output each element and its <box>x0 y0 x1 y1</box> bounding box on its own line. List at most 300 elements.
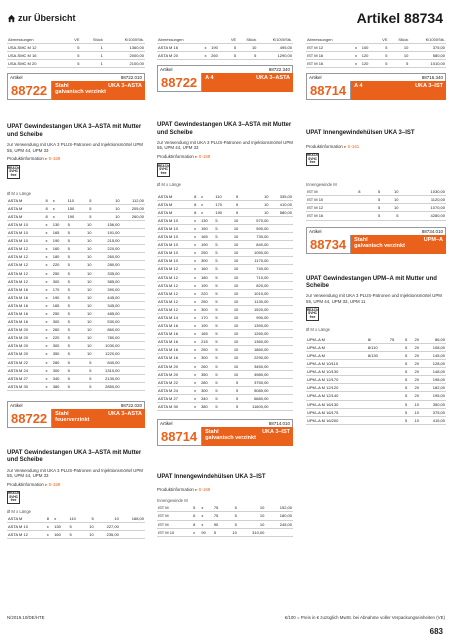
cell-t6-2-0: UPM–A M <box>307 353 326 359</box>
cell-top_tables-c1-1-0: USA-SMC M 16 <box>8 53 37 59</box>
cell-t2-19-1: x <box>194 347 197 353</box>
cell-t4-2-0: ASTA M 12 <box>8 532 28 538</box>
table-row <box>7 374 145 382</box>
cell-t5-2-1: 8 <box>193 521 196 527</box>
cell-t1-0-0: ASTA M <box>8 197 23 203</box>
table-row <box>7 358 145 366</box>
cell-t1-20-5: 840,00 <box>107 359 120 365</box>
cell-top_tables-c3-0-2: 100 <box>361 45 369 51</box>
cell-t2-1-1: 8 <box>194 201 197 207</box>
cell-t1-12-2: 190 <box>52 294 60 300</box>
back-link[interactable] <box>7 13 76 23</box>
cell-t1-18-0: ASTA M 20 <box>8 343 28 349</box>
cell-t1-14-0: ASTA M 16 <box>8 310 28 316</box>
cell-t1-7-5: 260,00 <box>107 254 120 260</box>
cell-top_tables-c2-1-4: 5 <box>254 53 257 59</box>
cell-t1-9-0: ASTA M 12 <box>8 270 28 276</box>
cell-t2-23-5: 3750,00 <box>254 379 269 385</box>
cell-t2-11-1: x <box>194 282 197 288</box>
cell-t2-7-2: 250 <box>201 250 208 256</box>
cell-t2-25-3: 5 <box>215 395 218 401</box>
product-info[interactable]: Produktinformation ▸ S-159 <box>7 156 61 162</box>
cell-t2-25-4: 5 <box>236 395 239 401</box>
cell-t6-6-4: 20 <box>414 385 419 391</box>
table-row <box>7 253 145 261</box>
table-row <box>157 216 293 224</box>
cell-top_tables-c3-1-4: 10 <box>403 53 409 59</box>
cell-t1-19-1: x <box>45 351 48 357</box>
cell-t1-3-2: 130 <box>52 221 60 227</box>
cell-t1-10-4: 10 <box>87 278 92 284</box>
cell-t2-14-1: x <box>194 306 197 312</box>
cell-t2-26-2: 380 <box>201 404 208 409</box>
product-text: zur Verwendung mit UKA 3 PLUS-Patronen und Injektionsmörtel UPM 55, UPM 44, UPM 33 <box>7 141 143 153</box>
cell-t1-17-5: 780,00 <box>107 335 120 341</box>
cell-t5-3-3: 5 <box>213 529 217 535</box>
table-row <box>306 416 446 424</box>
cell-t6-8-0: UPM–A M 16/130 <box>307 401 339 407</box>
cell-t6-0-3: 5 <box>405 336 408 342</box>
cell-t1-4-0: ASTA M 10 <box>8 230 28 236</box>
cell-t2-14-5: 1520,00 <box>254 306 269 312</box>
cell-t6-10-3: 5 <box>405 417 408 423</box>
cell-top_tables-c2-1-1: x <box>204 53 207 59</box>
cell-t2-22-0: ASTA M 20 <box>158 371 178 377</box>
cell-t1-8-2: 220 <box>52 262 60 268</box>
table-row <box>7 60 145 68</box>
cell-t2-5-4: 10 <box>233 234 239 240</box>
cell-t3-1-0: IST M 10 <box>307 197 324 203</box>
cell-t1-1-6: 205,00 <box>131 205 144 211</box>
cell-t2-17-3: 5 <box>215 331 218 337</box>
cell-t1-3-3: 5 <box>67 221 70 227</box>
cell-t2-4-2: 150 <box>201 225 208 231</box>
cell-t2-2-3: 190 <box>215 209 223 215</box>
table-row <box>7 342 145 350</box>
table-row <box>157 281 293 289</box>
reach-badge: REACh SVHC free <box>8 491 19 503</box>
table-row <box>306 44 446 52</box>
cell-t2-5-2: 165 <box>201 234 208 240</box>
table-row <box>306 212 446 220</box>
cell-t2-6-2: 190 <box>201 242 208 248</box>
product-info[interactable]: Produktinformation ▸ S-161 <box>306 143 360 149</box>
cell-t1-2-1: 8 <box>45 213 48 219</box>
cell-top_tables-c2-0-1: x <box>204 45 207 51</box>
cell-t3-2-3: 10 <box>393 205 399 211</box>
cell-t1-10-5: 385,00 <box>107 278 120 284</box>
cell-t2-0-4: 5 <box>236 193 239 199</box>
column-1 <box>7 36 145 539</box>
cell-t1-0-1: 8 <box>45 197 48 203</box>
article-number: 88714 <box>157 427 202 446</box>
cell-t2-6-4: 10 <box>233 242 239 248</box>
cell-t6-8-2 <box>389 400 401 408</box>
cell-t6-10-1 <box>367 416 389 424</box>
cell-t2-8-4: 10 <box>233 258 239 264</box>
table-row <box>157 346 293 354</box>
cell-t6-6-0: UPM–A M 12/120 <box>307 385 339 391</box>
top-table-2: Abmessungen VE Stück €/1000Stk. ASTA M 16 x 190 5 10 495,00 ASTA M 20 x 260 5 5 1290,00 <box>158 37 292 59</box>
cell-top_tables-c3-0-4: 10 <box>403 45 409 51</box>
cell-t2-11-2: 190 <box>201 282 208 288</box>
cell-t6-2-3: 5 <box>405 353 408 359</box>
cell-top_tables-c3-1-2: 120 <box>361 53 369 59</box>
cell-t1-21-0: ASTA M 24 <box>8 367 28 373</box>
cell-t5-0-6: 152,00 <box>279 505 292 511</box>
cell-top_tables-c3-2-4: 5 <box>406 61 409 67</box>
cell-t5-3-4: 10 <box>232 529 237 535</box>
cell-t1-12-5: 445,00 <box>107 294 120 300</box>
cell-t1-16-2: 260 <box>52 327 60 333</box>
cell-t6-1-2 <box>389 343 401 351</box>
cell-t2-4-4: 10 <box>233 225 239 231</box>
cell-t1-1-2: x <box>52 205 55 211</box>
cell-t3-1-3: 10 <box>393 197 399 203</box>
cell-t1-5-0: ASTA M 10 <box>8 238 28 244</box>
cell-t2-22-4: 10 <box>233 371 239 377</box>
cell-t3-2-1 <box>357 204 369 212</box>
cell-t2-25-1: x <box>194 395 197 401</box>
cell-t3-2-0: IST M 12 <box>307 205 324 211</box>
cell-t3-2-4: 1070,00 <box>430 205 445 211</box>
product-text: zur Verwendung mit UKA 3 PLUS-Patronen und Injektionsmörtel UPM 55, UPM 44, UPM 33, UPM 11 <box>306 293 442 304</box>
cell-t2-0-2: x <box>201 193 204 199</box>
data-table <box>157 193 293 412</box>
cell-t2-3-4: 10 <box>233 217 239 223</box>
product-title: UPAT Innengewindehülsen UKA 3–IST <box>157 474 266 481</box>
cell-t1-2-6: 260,00 <box>131 213 144 219</box>
table-row <box>7 293 145 301</box>
cell-t4-1-4: 10 <box>89 524 94 530</box>
cell-t1-23-2: 380 <box>52 383 60 389</box>
cell-top_tables-c3-0-0: IST M 12 <box>307 45 324 51</box>
cell-top_tables-c3-2-0: IST M 16 <box>307 61 324 67</box>
cell-t6-6-2 <box>389 384 401 392</box>
cell-t2-0-0: ASTA M <box>158 193 173 199</box>
cell-t2-8-3: 5 <box>215 258 218 264</box>
cell-t1-22-1: x <box>45 375 48 381</box>
cell-top_tables-c2-0-3: 5 <box>233 45 237 51</box>
cell-t4-2-1: x <box>46 532 49 538</box>
cell-t2-12-2: 220 <box>201 290 208 296</box>
cell-t3-1-1 <box>357 196 369 204</box>
cell-t2-10-2: 180 <box>201 274 208 280</box>
table-row <box>7 220 145 228</box>
measure-label: Ø M x Länge <box>7 509 31 515</box>
cell-t2-15-0: ASTA M 14 <box>158 314 178 320</box>
cell-t1-7-0: ASTA M 12 <box>8 254 28 260</box>
cell-t5-3-0: IST M 10 <box>158 529 175 535</box>
cell-t5-2-6: 245,00 <box>279 521 292 527</box>
cell-t2-5-5: 730,00 <box>256 234 269 240</box>
cell-t5-0-1: 5 <box>193 505 196 511</box>
cell-t1-20-1: x <box>45 359 48 365</box>
cell-t1-20-4: 5 <box>89 359 92 365</box>
cell-t1-0-6: 112,00 <box>132 197 144 203</box>
cell-t1-11-1: x <box>45 286 48 292</box>
cell-t1-10-1: x <box>45 278 48 284</box>
cell-t1-3-4: 10 <box>87 221 92 227</box>
cell-t5-1-5: 10 <box>259 513 265 519</box>
cell-t2-4-5: 590,00 <box>256 225 269 231</box>
data-table <box>7 197 145 391</box>
cell-t2-9-1: x <box>194 266 197 272</box>
footer <box>7 615 445 620</box>
cell-t1-22-2: 340 <box>52 375 60 381</box>
cell-t1-6-2: 160 <box>52 246 60 252</box>
top-table-1: Abmessungen VE Stück €/1000Stk. USA-SMC M 12 5 1 1360,00 USA-SMC M 16 5 1 2000,00 USA-SMC M 20 5 1 2100,00 <box>8 37 144 67</box>
cell-t2-9-0: ASTA M 12 <box>158 266 178 272</box>
cell-t4-1-0: ASTA M 10 <box>8 524 28 530</box>
cell-t2-21-5: 3450,00 <box>254 363 269 369</box>
cell-t1-5-2: 190 <box>52 238 60 244</box>
table-row <box>7 269 145 277</box>
cell-t1-15-2: 300 <box>52 319 60 325</box>
product-title: UPAT Gewindestangen UKA 3–ASTA mit Mutter und Scheibe <box>7 124 142 138</box>
product-text: zur Verwendung mit UKA 3 PLUS-Patronen und Injektionsmörtel UPM 55, UPM 44, UPM 33 <box>157 139 293 151</box>
product-title: UPAT Gewindestangen UKA 3–ASTA mit Mutter und Scheibe <box>157 122 292 136</box>
cell-t5-0-4: 5 <box>234 505 237 511</box>
cell-t2-15-2: 170 <box>201 314 208 320</box>
cell-t2-1-6: 410,00 <box>279 201 292 207</box>
cell-t3-3-1 <box>357 212 369 220</box>
cell-t1-9-3: 5 <box>67 270 70 276</box>
cell-t1-18-3: 5 <box>67 343 70 349</box>
cell-t2-8-5: 1170,00 <box>254 258 269 264</box>
cell-t1-1-4: 5 <box>89 205 92 211</box>
column-3 <box>306 36 446 425</box>
table-row <box>157 193 293 201</box>
cell-t5-1-6: 180,00 <box>279 513 292 519</box>
cell-t3-0-0: IST M <box>307 189 318 195</box>
cell-t1-11-3: 5 <box>67 286 70 292</box>
cell-t1-6-3: 5 <box>67 246 70 252</box>
cell-t6-5-1 <box>367 376 389 384</box>
cell-t1-21-2: 300 <box>52 367 60 373</box>
product-title: UPAT Innengewindehülsen UKA 3–IST <box>306 130 415 137</box>
cell-t1-12-4: 10 <box>87 294 92 300</box>
cell-t2-18-5: 1360,00 <box>254 339 269 345</box>
cell-t1-4-3: 5 <box>67 230 70 236</box>
cell-t2-11-0: ASTA M 12 <box>158 282 178 288</box>
cell-t2-15-1: x <box>194 314 197 320</box>
cell-t2-5-3: 5 <box>215 234 218 240</box>
cell-t1-7-3: 5 <box>67 254 70 260</box>
table-row <box>157 504 293 512</box>
cell-t2-9-5: 740,00 <box>256 266 269 272</box>
cell-t2-13-3: 5 <box>215 298 218 304</box>
cell-top_tables-c2-0-4: 10 <box>251 45 257 51</box>
top-table-3: Abmessungen VE Stück €/1000Stk. IST M 12 x 100 5 10 375,00 IST M 16 x 120 5 10 580,00 IST M 16 x 120 5 5 1010,00 <box>307 37 445 67</box>
cell-t6-9-3: 5 <box>405 409 408 415</box>
table-row <box>7 350 145 358</box>
cell-t6-0-1: 8/ <box>367 336 372 342</box>
cell-t2-15-4: 10 <box>233 314 239 320</box>
cell-t2-20-4: 10 <box>233 355 239 361</box>
cell-t1-2-4: 5 <box>89 213 92 219</box>
table-row <box>7 366 145 374</box>
cell-top_tables-c2-0-5: 495,00 <box>279 45 292 51</box>
table-row <box>157 338 293 346</box>
cell-t5-0-3: 75 <box>213 505 219 511</box>
cell-t1-13-0: ASTA M 16 <box>8 302 28 308</box>
cell-t2-23-2: 280 <box>201 379 208 385</box>
cell-t1-18-1: x <box>45 343 48 349</box>
cell-t1-12-1: x <box>45 294 48 300</box>
cell-t2-10-0: ASTA M 12 <box>158 274 178 280</box>
cell-t2-7-4: 10 <box>233 250 239 256</box>
cell-t2-25-0: ASTA M 27 <box>158 395 178 401</box>
cell-t2-6-5: 840,00 <box>256 242 269 248</box>
data-table <box>306 336 446 425</box>
cell-t5-1-1: 6 <box>193 513 196 519</box>
cell-t6-3-0: UPM–A M 10/110 <box>307 361 339 367</box>
cell-t1-22-5: 2130,00 <box>105 375 120 381</box>
cell-t6-5-2 <box>389 376 401 384</box>
table-row <box>157 330 293 338</box>
table-row <box>157 512 293 520</box>
cell-t2-1-0: ASTA M <box>158 201 173 207</box>
cell-t2-20-3: 5 <box>215 355 218 361</box>
cell-t2-24-5: 5080,00 <box>254 387 269 393</box>
cell-t3-3-0: IST M 16 <box>307 213 324 219</box>
cell-t2-14-0: ASTA M 12 <box>158 306 178 312</box>
product-text: zur Verwendung mit UKA 3 PLUS-Patronen und Injektionsmörtel UPM 55, UPM 44, UPM 33 <box>7 467 143 479</box>
cell-t2-6-0: ASTA M 10 <box>158 242 178 248</box>
cell-t1-15-3: 5 <box>67 319 70 325</box>
cell-t2-24-1: x <box>194 387 197 393</box>
cell-t6-1-3: 5 <box>405 344 408 350</box>
cell-t1-7-2: 180 <box>52 254 60 260</box>
cell-t4-2-2: 160 <box>54 532 61 538</box>
cell-t2-0-6: 335,00 <box>279 193 292 199</box>
table-row <box>306 52 446 60</box>
cell-t2-26-5: 11600,00 <box>252 404 269 409</box>
cell-t1-18-4: 10 <box>87 343 92 349</box>
cell-t2-7-5: 1050,00 <box>254 250 269 256</box>
cell-t4-0-1: 8 <box>46 516 49 522</box>
cell-top_tables-c1-0-3: 1360,00 <box>129 45 144 51</box>
cell-t2-1-5: 10 <box>264 201 269 207</box>
cell-t1-17-3: 5 <box>67 335 70 341</box>
table-row <box>7 277 145 285</box>
cell-t2-19-0: ASTA M 16 <box>158 347 178 353</box>
product-info[interactable]: Produktinformation ▸ S-159 <box>7 481 61 487</box>
cell-t2-19-3: 5 <box>215 347 218 353</box>
cell-t6-7-5: 195,00 <box>432 393 445 399</box>
table-row <box>157 362 293 370</box>
table-row <box>7 309 145 317</box>
cell-t5-2-3: 90 <box>213 521 219 527</box>
cell-t2-12-4: 10 <box>233 290 239 296</box>
table-row <box>157 208 293 216</box>
cell-t1-23-4: 5 <box>89 383 92 389</box>
table-row <box>306 384 446 392</box>
cell-t1-14-3: 5 <box>67 310 70 316</box>
cell-top_tables-c1-2-3: 2100,00 <box>129 61 144 67</box>
cell-t2-14-4: 10 <box>233 306 239 312</box>
article-box: Artikel 88722.010 88722 Stahl galvanisch verzinkt UKA 3–ASTA <box>7 73 145 100</box>
cell-t1-23-1: x <box>45 383 48 389</box>
measure-label: Ø M x Länge <box>7 190 31 196</box>
cell-t1-17-2: 220 <box>52 335 60 341</box>
cell-t2-13-2: 250 <box>201 298 208 304</box>
cell-t6-9-0: UPM–A M 16/175 <box>307 409 339 415</box>
table-row <box>7 515 145 523</box>
cell-t1-2-0: ASTA M <box>8 213 23 219</box>
cell-t3-0-1: 8 <box>358 189 361 195</box>
table-row <box>157 322 293 330</box>
table-row <box>7 237 145 245</box>
product-info[interactable]: Produktinformation ▸ S-159 <box>157 154 211 160</box>
cell-t5-1-0: IST M <box>158 513 169 519</box>
cell-t2-16-5: 1390,00 <box>254 323 269 329</box>
table-row <box>306 400 446 408</box>
cell-t2-17-4: 10 <box>233 331 239 337</box>
cell-t2-24-3: 5 <box>215 387 218 393</box>
table-row <box>7 523 145 531</box>
measure-label: Ø M x Länge <box>157 181 181 187</box>
table-row <box>7 204 145 212</box>
cell-t6-3-3: 5 <box>405 361 408 367</box>
cell-t2-0-1: 8 <box>194 193 197 199</box>
cell-t1-3-0: ASTA M 10 <box>8 221 28 227</box>
cell-top_tables-c1-0-2: 1 <box>100 45 103 51</box>
cell-t5-3-5: 310,00 <box>252 529 265 535</box>
cell-t2-23-1: x <box>194 379 197 385</box>
table-row <box>157 354 293 362</box>
cell-t2-2-5: 10 <box>264 209 269 215</box>
table-row <box>157 378 293 386</box>
table-row <box>7 334 145 342</box>
table-row <box>7 245 145 253</box>
cell-t2-3-0: ASTA M 10 <box>158 217 178 223</box>
table-row <box>157 520 293 528</box>
cell-t2-17-0: ASTA M 16 <box>158 331 178 337</box>
cell-top_tables-c3-1-1: x <box>354 53 357 59</box>
cell-t3-2-2: 5 <box>377 205 381 211</box>
cell-t2-4-3: 5 <box>215 225 218 231</box>
page-number: 683 <box>429 627 443 636</box>
table-row <box>306 204 446 212</box>
table-row <box>7 197 145 205</box>
cell-t4-1-2: 130 <box>54 524 61 530</box>
cell-t2-5-1: x <box>194 234 197 240</box>
cell-t1-17-4: 10 <box>87 335 92 341</box>
cell-top_tables-c2-0-2: 190 <box>211 45 218 51</box>
cell-top_tables-c3-1-3: 5 <box>385 53 388 59</box>
product-info[interactable]: Produktinformation ▸ S-168 <box>157 487 211 493</box>
cell-t1-6-5: 220,00 <box>107 246 120 252</box>
cell-top_tables-c2-1-0: ASTA M 20 <box>158 53 178 59</box>
cell-t6-5-4: 20 <box>414 377 419 383</box>
table-row <box>7 261 145 269</box>
cell-t2-19-4: 10 <box>233 347 239 353</box>
cell-top_tables-c3-0-5: 375,00 <box>432 45 445 51</box>
cell-t2-4-1: x <box>194 225 197 231</box>
cell-t1-7-1: x <box>45 254 48 260</box>
cell-t2-26-0: ASTA M 30 <box>158 404 178 409</box>
table-row <box>7 531 145 539</box>
table-row <box>7 44 145 52</box>
cell-t1-20-2: 280 <box>52 359 60 365</box>
table-row <box>306 368 446 376</box>
table-row <box>157 200 293 208</box>
cell-t6-6-3: 5 <box>405 385 408 391</box>
cell-t2-6-3: 5 <box>215 242 218 248</box>
cell-t6-8-3: 5 <box>405 401 408 407</box>
